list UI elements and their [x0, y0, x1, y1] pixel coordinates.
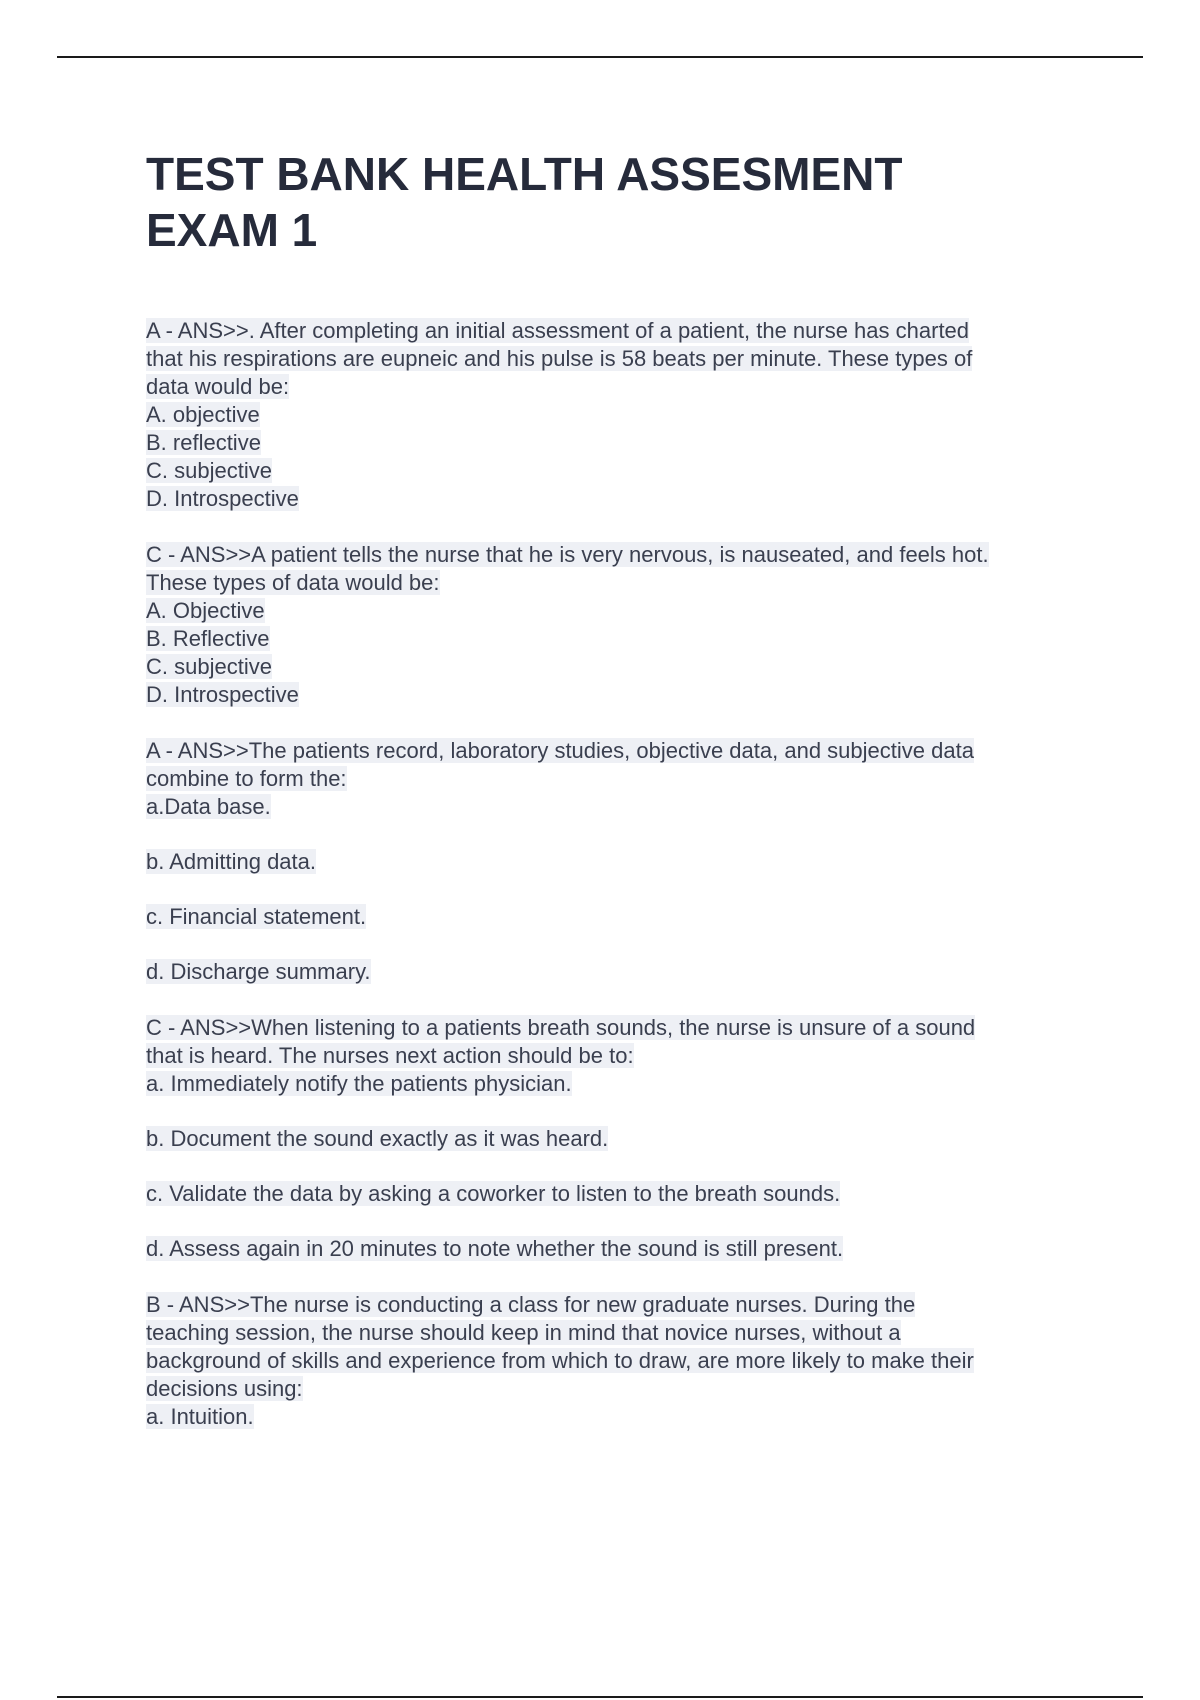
answer-option: B. Reflective — [146, 626, 270, 651]
answer-option: a. Immediately notify the patients physician. — [146, 1071, 572, 1096]
answer-option: c. Financial statement. — [146, 904, 367, 929]
question-text: data would be: — [146, 374, 290, 399]
question-block — [146, 1291, 1086, 1431]
question-text: that is heard. The nurses next action should be to: — [146, 1043, 634, 1068]
answer-option: d. Discharge summary. — [146, 959, 371, 984]
question-block — [146, 1014, 1086, 1263]
bottom-rule — [57, 1696, 1143, 1698]
answer-option: A. objective — [146, 402, 260, 427]
answer-option: d. Assess again in 20 minutes to note whether the sound is still present. — [146, 1236, 844, 1261]
answer-option: C. subjective — [146, 654, 272, 679]
answer-option: c. Validate the data by asking a coworker to listen to the breath sounds. — [146, 1181, 841, 1206]
document-body — [146, 146, 1086, 1459]
question-text: that his respirations are eupneic and his pulse is 58 beats per minute. These types of — [146, 346, 973, 371]
question-text: C - ANS>>When listening to a patients breath sounds, the nurse is unsure of a sound — [146, 1015, 976, 1040]
question-text: C - ANS>>A patient tells the nurse that he is very nervous, is nauseated, and feels hot. — [146, 542, 989, 567]
answer-option: a.Data base. — [146, 794, 271, 819]
question-block — [146, 541, 1086, 709]
answer-option: B. reflective — [146, 430, 261, 455]
answer-option: b. Admitting data. — [146, 849, 316, 874]
answer-option: b. Document the sound exactly as it was heard. — [146, 1126, 609, 1151]
question-text: combine to form the: — [146, 766, 347, 791]
answer-option: A. Objective — [146, 598, 265, 623]
top-rule — [57, 56, 1143, 58]
question-text: B - ANS>>The nurse is conducting a class for new graduate nurses. During the — [146, 1292, 916, 1317]
question-text: teaching session, the nurse should keep in mind that novice nurses, without a — [146, 1320, 901, 1345]
question-text: A - ANS>>The patients record, laboratory studies, objective data, and subjective data — [146, 738, 974, 763]
answer-option: C. subjective — [146, 458, 272, 483]
question-text: background of skills and experience from which to draw, are more likely to make their — [146, 1348, 974, 1373]
title-line: EXAM 1 — [146, 204, 318, 256]
answer-option: D. Introspective — [146, 682, 299, 707]
answer-option: a. Intuition. — [146, 1404, 254, 1429]
page-title — [146, 146, 1086, 258]
answer-option: D. Introspective — [146, 486, 299, 511]
title-line: TEST BANK HEALTH ASSESMENT — [146, 148, 903, 200]
question-text: decisions using: — [146, 1376, 303, 1401]
question-block — [146, 317, 1086, 513]
question-text: These types of data would be: — [146, 570, 440, 595]
question-text: A - ANS>>. After completing an initial assessment of a patient, the nurse has charted — [146, 318, 970, 343]
question-block — [146, 737, 1086, 986]
